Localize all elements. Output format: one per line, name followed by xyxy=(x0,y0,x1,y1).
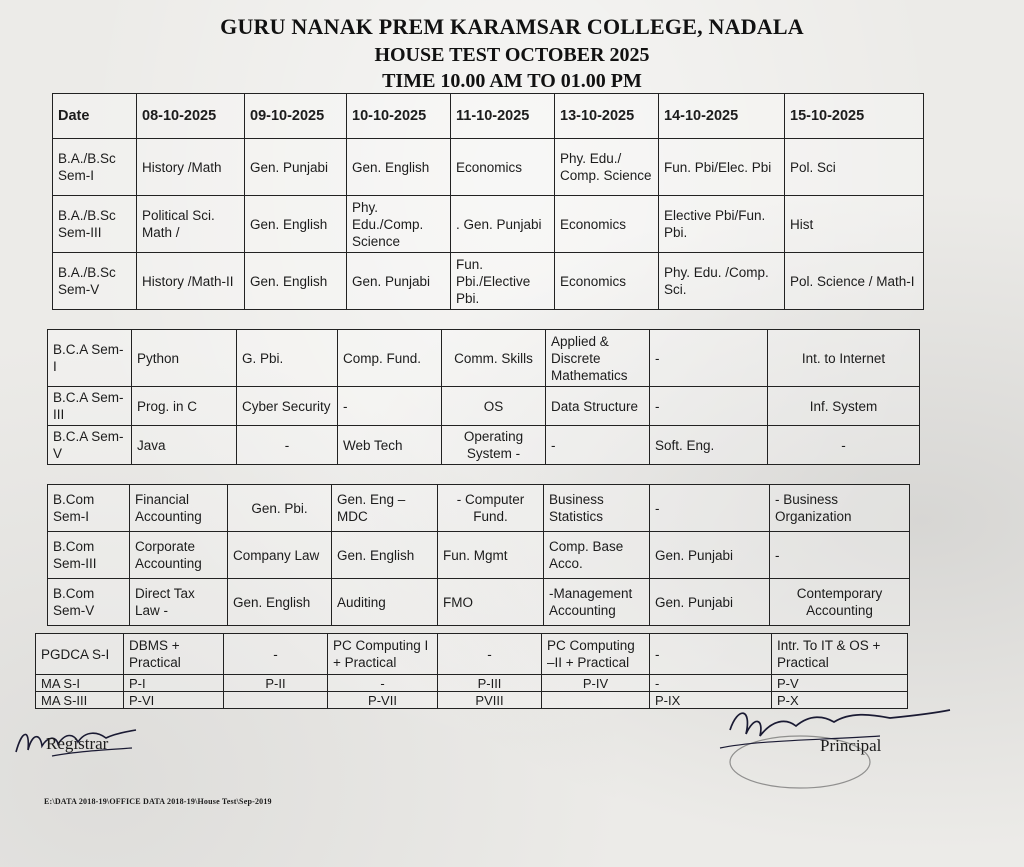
subject-cell: Auditing xyxy=(332,579,438,626)
date-label: Date xyxy=(53,94,137,139)
table-row xyxy=(48,330,920,387)
subject-cell: Corporate Accounting xyxy=(130,532,228,579)
table-row xyxy=(48,485,910,532)
class-label: B.Com Sem-III xyxy=(48,532,130,579)
table-row xyxy=(53,196,924,253)
subject-cell: Fun. Pbi/Elec. Pbi xyxy=(659,139,785,196)
class-label: B.Com Sem-I xyxy=(48,485,130,532)
subject-cell: Company Law xyxy=(228,532,332,579)
class-label: B.A./B.Sc Sem-I xyxy=(53,139,137,196)
bcom-timetable xyxy=(47,484,910,626)
subject-cell: Java xyxy=(132,426,237,465)
subject-cell: P-VI xyxy=(124,692,224,709)
subject-cell: Fun. Pbi./Elective Pbi. xyxy=(451,253,555,310)
subject-cell: Pol. Sci xyxy=(785,139,924,196)
subject-cell: Gen. Punjabi xyxy=(245,139,347,196)
subject-cell: - xyxy=(650,634,772,675)
table-row xyxy=(36,675,908,692)
subject-cell: Operating System - xyxy=(442,426,546,465)
subject-cell xyxy=(542,692,650,709)
subject-cell: - Computer Fund. xyxy=(438,485,544,532)
subject-cell: Economics xyxy=(555,253,659,310)
class-label: B.A./B.Sc Sem-III xyxy=(53,196,137,253)
subject-cell: P-VII xyxy=(328,692,438,709)
subject-cell: - xyxy=(438,634,542,675)
class-label: B.Com Sem-V xyxy=(48,579,130,626)
table-row xyxy=(53,139,924,196)
subject-cell: - xyxy=(650,675,772,692)
subject-cell: - xyxy=(770,532,910,579)
subject-cell: Elective Pbi/Fun. Pbi. xyxy=(659,196,785,253)
subject-cell: Financial Accounting xyxy=(130,485,228,532)
subject-cell: Soft. Eng. xyxy=(650,426,768,465)
subject-cell: Comm. Skills xyxy=(442,330,546,387)
class-label: B.C.A Sem-V xyxy=(48,426,132,465)
table-row xyxy=(48,387,920,426)
class-label: B.C.A Sem-I xyxy=(48,330,132,387)
subject-cell: Gen. English xyxy=(347,139,451,196)
subject-cell: P-IV xyxy=(542,675,650,692)
subject-cell: P-III xyxy=(438,675,542,692)
bca-timetable xyxy=(47,329,920,465)
subject-cell: . Gen. Punjabi xyxy=(451,196,555,253)
date-header-row xyxy=(53,94,924,139)
subject-cell: Intr. To IT & OS + Practical xyxy=(772,634,908,675)
date-cell: 11-10-2025 xyxy=(451,94,555,139)
date-cell: 14-10-2025 xyxy=(659,94,785,139)
subject-cell: P-I xyxy=(124,675,224,692)
subject-cell: Comp. Base Acco. xyxy=(544,532,650,579)
subject-cell: PC Computing I + Practical xyxy=(328,634,438,675)
subject-cell: - xyxy=(224,634,328,675)
subject-cell: PC Computing –II + Practical xyxy=(542,634,650,675)
subject-cell: Fun. Mgmt xyxy=(438,532,544,579)
class-label: B.C.A Sem-III xyxy=(48,387,132,426)
class-label: MA S-III xyxy=(36,692,124,709)
subject-cell: Data Structure xyxy=(546,387,650,426)
subject-cell: DBMS + Practical xyxy=(124,634,224,675)
subject-cell: Gen. English xyxy=(245,253,347,310)
subject-cell: - xyxy=(546,426,650,465)
subject-cell: Gen. Punjabi xyxy=(650,579,770,626)
table-row xyxy=(36,634,908,675)
date-cell: 08-10-2025 xyxy=(137,94,245,139)
subject-cell: Pol. Science / Math-I xyxy=(785,253,924,310)
subject-cell: - xyxy=(768,426,920,465)
exam-title: HOUSE TEST OCTOBER 2025 xyxy=(374,44,650,66)
subject-cell: - xyxy=(328,675,438,692)
subject-cell: History /Math-II xyxy=(137,253,245,310)
date-cell: 13-10-2025 xyxy=(555,94,659,139)
subject-cell: Phy. Edu. /Comp. Sci. xyxy=(659,253,785,310)
subject-cell: P-V xyxy=(772,675,908,692)
date-cell: 15-10-2025 xyxy=(785,94,924,139)
exam-time: TIME 10.00 AM TO 01.00 PM xyxy=(382,70,642,92)
subject-cell: History /Math xyxy=(137,139,245,196)
ba-bsc-timetable xyxy=(52,93,924,310)
table-row xyxy=(48,579,910,626)
table-row xyxy=(53,253,924,310)
subject-cell: Gen. Punjabi xyxy=(347,253,451,310)
subject-cell: Comp. Fund. xyxy=(338,330,442,387)
subject-cell: Contemporary Accounting xyxy=(770,579,910,626)
class-label: PGDCA S-I xyxy=(36,634,124,675)
principal-label: Principal xyxy=(820,736,882,755)
subject-cell: - Business Organization xyxy=(770,485,910,532)
registrar-label: Registrar xyxy=(46,734,109,753)
table-row xyxy=(48,532,910,579)
date-cell: 10-10-2025 xyxy=(347,94,451,139)
subject-cell: - xyxy=(237,426,338,465)
subject-cell: Prog. in C xyxy=(132,387,237,426)
subject-cell: P-X xyxy=(772,692,908,709)
subject-cell: - xyxy=(650,485,770,532)
subject-cell: Gen. English xyxy=(332,532,438,579)
subject-cell: Phy. Edu./Comp. Science xyxy=(347,196,451,253)
subject-cell xyxy=(224,692,328,709)
subject-cell: Political Sci. Math / xyxy=(137,196,245,253)
subject-cell: Gen. Eng – MDC xyxy=(332,485,438,532)
subject-cell: Int. to Internet xyxy=(768,330,920,387)
subject-cell: Gen. Pbi. xyxy=(228,485,332,532)
subject-cell: Business Statistics xyxy=(544,485,650,532)
subject-cell: Gen. Punjabi xyxy=(650,532,770,579)
subject-cell: Python xyxy=(132,330,237,387)
subject-cell: - xyxy=(650,330,768,387)
subject-cell: P-II xyxy=(224,675,328,692)
table-row xyxy=(48,426,920,465)
class-label: B.A./B.Sc Sem-V xyxy=(53,253,137,310)
subject-cell: Phy. Edu./ Comp. Science xyxy=(555,139,659,196)
subject-cell: Direct Tax Law - xyxy=(130,579,228,626)
subject-cell: Gen. English xyxy=(245,196,347,253)
subject-cell: FMO xyxy=(438,579,544,626)
subject-cell: -Management Accounting xyxy=(544,579,650,626)
subject-cell: Web Tech xyxy=(338,426,442,465)
subject-cell: Applied & Discrete Mathematics xyxy=(546,330,650,387)
date-cell: 09-10-2025 xyxy=(245,94,347,139)
subject-cell: Hist xyxy=(785,196,924,253)
subject-cell: Economics xyxy=(451,139,555,196)
class-label: MA S-I xyxy=(36,675,124,692)
subject-cell: G. Pbi. xyxy=(237,330,338,387)
file-path-footer: E:\DATA 2018-19\OFFICE DATA 2018-19\House Test\Sep-2019 xyxy=(44,797,272,806)
subject-cell: Economics xyxy=(555,196,659,253)
subject-cell: Gen. English xyxy=(228,579,332,626)
subject-cell: OS xyxy=(442,387,546,426)
subject-cell: - xyxy=(338,387,442,426)
subject-cell: PVIII xyxy=(438,692,542,709)
subject-cell: Inf. System xyxy=(768,387,920,426)
college-name: GURU NANAK PREM KARAMSAR COLLEGE, NADALA xyxy=(220,14,804,39)
pgdca-ma-timetable xyxy=(35,633,908,709)
subject-cell: Cyber Security xyxy=(237,387,338,426)
subject-cell: - xyxy=(650,387,768,426)
subject-cell: P-IX xyxy=(650,692,772,709)
